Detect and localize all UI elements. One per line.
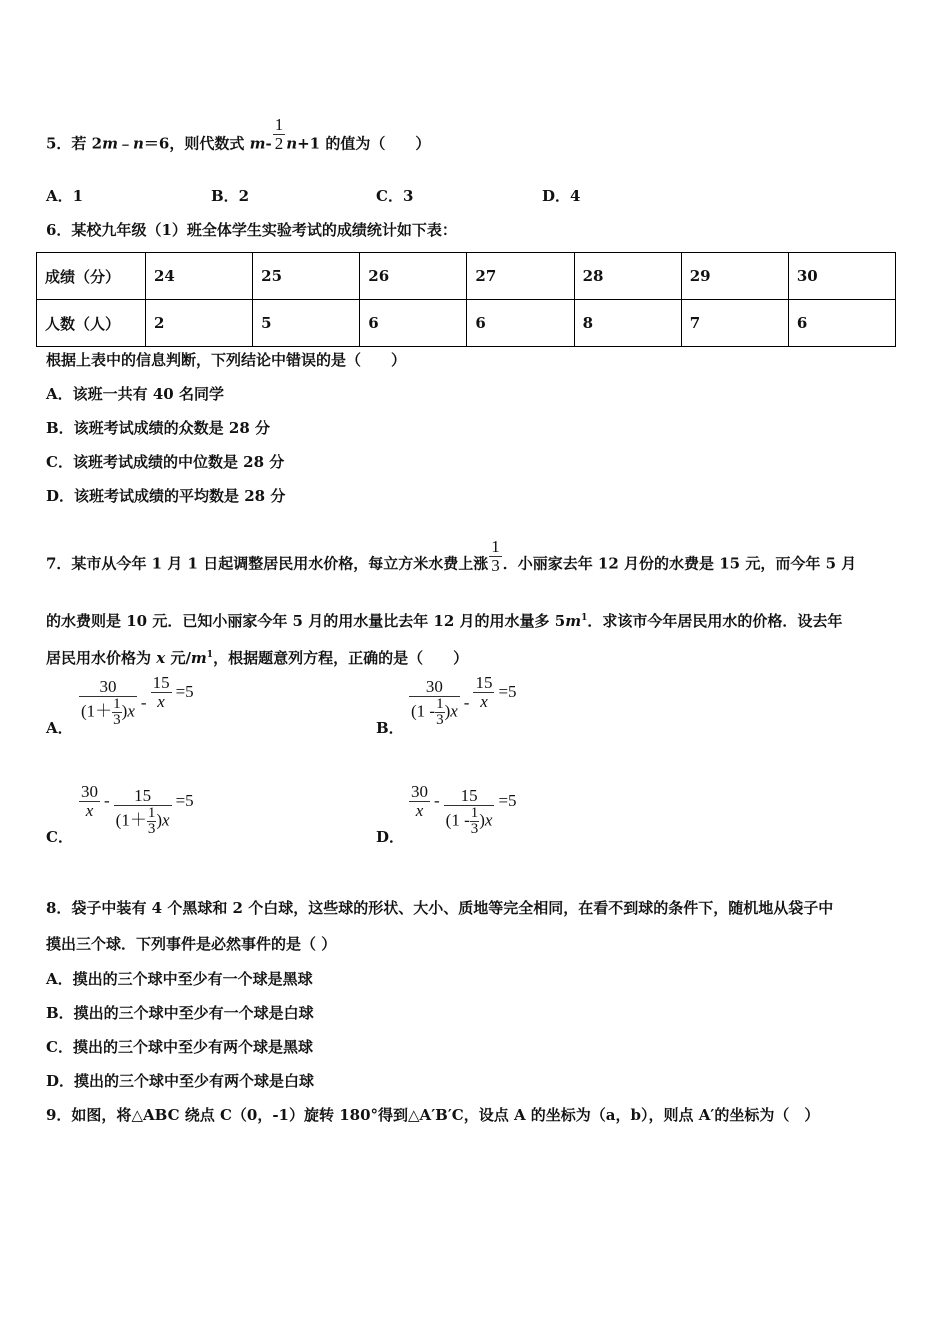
eq-frac-left (79, 678, 137, 728)
table-cell: 2 (146, 300, 253, 347)
eq-frac-right (444, 787, 495, 837)
q7-line3-c: ，根据题意列方程，正确的是（ ） (213, 649, 469, 667)
q5-var-m: m (102, 134, 118, 153)
eq-num: 30 (411, 781, 428, 801)
table-cell: 28 (574, 253, 681, 300)
q8-option-b: B．摸出的三个球中至少有一个球是白球 (46, 1004, 314, 1022)
eq-den (444, 806, 495, 837)
q5-frac-num: 1 (274, 115, 284, 134)
table-cell: 26 (360, 253, 467, 300)
q5-var-n2: n (286, 134, 298, 153)
eq-small-frac (470, 806, 480, 837)
q5-frac-den: 2 (274, 134, 284, 153)
q7-line1 (46, 537, 857, 583)
table-row (37, 300, 896, 347)
q6-option-a: A．该班一共有 40 名同学 (46, 385, 224, 403)
q7-line2-b: ．求该市今年居民用水的价格．设去年 (587, 612, 843, 630)
eq-paren-open: (1 - (445, 810, 470, 830)
eq-equals: =5 (175, 682, 194, 701)
q7-frac-num: 1 (491, 537, 500, 556)
eq-frac-left (79, 783, 100, 820)
q5-minus: ﹣ (117, 134, 133, 153)
eq-equals: =5 (498, 682, 517, 701)
eq-num: 30 (81, 781, 98, 801)
eq-small-den: 3 (470, 821, 479, 837)
q5-option-c: C．3 (376, 187, 414, 205)
q8-option-a: A．摸出的三个球中至少有一个球是黑球 (46, 970, 313, 988)
eq-small-den: 3 (147, 821, 156, 837)
q5-option-d: D．4 (542, 187, 581, 205)
table-cell: 6 (360, 300, 467, 347)
eq-small-den: 3 (436, 712, 444, 728)
table-cell: 30 (788, 253, 895, 300)
eq-var-x: x (162, 810, 170, 830)
eq-var-x: x (450, 701, 458, 721)
table-cell: 27 (467, 253, 574, 300)
table-cell: 8 (574, 300, 681, 347)
q5-tail: +1 的值为（ ） (297, 134, 431, 153)
q7-equation-d (408, 781, 520, 837)
q7-line3 (46, 645, 468, 668)
q6-stem: 6．某校九年级（1）班全体学生实验考试的成绩统计如下表： (46, 221, 457, 239)
eq-den: x (85, 800, 94, 820)
table-cell: 6 (467, 300, 574, 347)
eq-num: 30 (409, 678, 460, 697)
q5-var-m2: m (249, 134, 266, 153)
q7-unit-m2: m (190, 649, 207, 667)
eq-var-x: x (484, 810, 493, 830)
eq-small-frac (112, 697, 122, 728)
q6-option-d: D．该班考试成绩的平均数是 28 分 (46, 487, 286, 505)
eq-minus: - (104, 791, 110, 810)
eq-den: x (415, 800, 424, 820)
q5-var-n: n (133, 134, 144, 153)
eq-frac-left (409, 678, 460, 728)
q6-option-c: C．该班考试成绩的中位数是 28 分 (46, 453, 285, 471)
q8-line1: 8．袋子中装有 4 个黑球和 2 个白球，这些球的形状、大小、质地等完全相同，在看不到球的条件下，随机地从袋子中 (46, 899, 834, 917)
eq-small-den: 3 (113, 712, 121, 728)
q7-unit-m: m (565, 612, 582, 630)
eq-num: 15 (114, 787, 172, 806)
eq-paren-open: (1＋ (81, 701, 113, 721)
table-cell: 25 (253, 253, 360, 300)
q9-stem: 9．如图，将△ABC 绕点 C（0，-1）旋转 180°得到△A′B′C，设点 A 的坐标为（a，b），则点 A′的坐标为（ ） (46, 1106, 820, 1124)
eq-frac-right (151, 674, 172, 711)
table-cell: 6 (788, 300, 895, 347)
score-table (36, 252, 896, 347)
q5-prefix: 5．若 2 (46, 134, 103, 153)
q5-dash: - (265, 134, 272, 153)
q7-unit-sup2: 1 (206, 650, 214, 660)
eq-paren-close: ) (444, 701, 451, 721)
q7-line3-a: 居民用水价格为 (46, 649, 152, 667)
q5-fraction (273, 116, 286, 153)
eq-frac-right (114, 787, 172, 837)
eq-var-x: x (127, 701, 135, 721)
q5-stem (46, 115, 431, 163)
eq-small-num: 1 (113, 696, 121, 712)
eq-paren-close: ) (156, 810, 163, 830)
q7-label-d: D． (376, 828, 405, 846)
q8-option-c: C．摸出的三个球中至少有两个球是黑球 (46, 1038, 313, 1056)
q5-option-b: B．2 (211, 187, 250, 205)
eq-small-frac (147, 806, 157, 837)
eq-den: x (157, 691, 165, 711)
q6-question: 根据上表中的信息判断，下列结论中错误的是（ ） (46, 351, 407, 369)
eq-den (114, 806, 172, 837)
eq-den (79, 697, 137, 728)
q7-line1-a: 7．某市从今年 1 月 1 日起调整居民用水价格，每立方米水费上涨 (46, 554, 489, 573)
eq-minus: - (140, 693, 147, 712)
eq-minus: - (463, 693, 470, 712)
q7-equation-a (78, 672, 197, 728)
eq-paren-close: ) (121, 701, 128, 721)
table-cell: 24 (146, 253, 253, 300)
q7-fraction (489, 538, 502, 575)
q7-label-a: A． (46, 719, 73, 737)
q7-line1-b: ．小丽家去年 12 月份的水费是 15 元，而今年 5 月 (502, 554, 857, 573)
eq-minus: - (434, 791, 440, 810)
q7-var-x: x (156, 649, 166, 667)
table-cell: 7 (681, 300, 788, 347)
table-header-score: 成绩（分） (37, 253, 146, 300)
q7-line3-b: 元/ (170, 649, 191, 667)
eq-paren-close: ) (479, 810, 485, 830)
eq-paren-open: (1＋ (115, 810, 147, 830)
eq-num: 15 (444, 787, 495, 806)
q7-label-c: C． (46, 828, 73, 846)
eq-den: x (480, 691, 488, 711)
table-cell: 29 (681, 253, 788, 300)
q7-label-b: B． (376, 719, 404, 737)
eq-frac-left (409, 783, 430, 820)
eq-small-num: 1 (147, 805, 156, 821)
q7-line2-a: 的水费则是 10 元．已知小丽家今年 5 月的用水量比去年 12 月的用水量多 5 (46, 612, 566, 630)
q7-equation-c (78, 781, 197, 837)
eq-small-num: 1 (470, 805, 479, 821)
eq-equals: =5 (175, 791, 194, 810)
eq-paren-open: (1 - (411, 701, 436, 721)
eq-num: 15 (475, 672, 493, 692)
eq-small-frac (435, 697, 445, 728)
q7-unit-sup: 1 (581, 613, 588, 623)
q8-option-d: D．摸出的三个球中至少有两个球是白球 (46, 1072, 315, 1090)
eq-num: 15 (152, 672, 170, 692)
table-row (37, 253, 896, 300)
q7-equation-b (408, 672, 520, 728)
table-cell: 5 (253, 300, 360, 347)
eq-small-num: 1 (436, 696, 444, 712)
q7-line2 (46, 608, 842, 631)
eq-equals: =5 (498, 791, 517, 810)
q5-option-a: A．1 (46, 187, 84, 205)
table-header-count: 人数（人） (37, 300, 146, 347)
q7-frac-den: 3 (491, 556, 500, 575)
q8-line2: 摸出三个球．下列事件是必然事件的是（ ） (46, 935, 337, 953)
q6-option-b: B．该班考试成绩的众数是 28 分 (46, 419, 270, 437)
eq-num: 30 (79, 678, 137, 697)
q5-eq: ＝6，则代数式 (143, 134, 245, 153)
eq-den (409, 697, 460, 728)
eq-frac-right (473, 674, 494, 711)
